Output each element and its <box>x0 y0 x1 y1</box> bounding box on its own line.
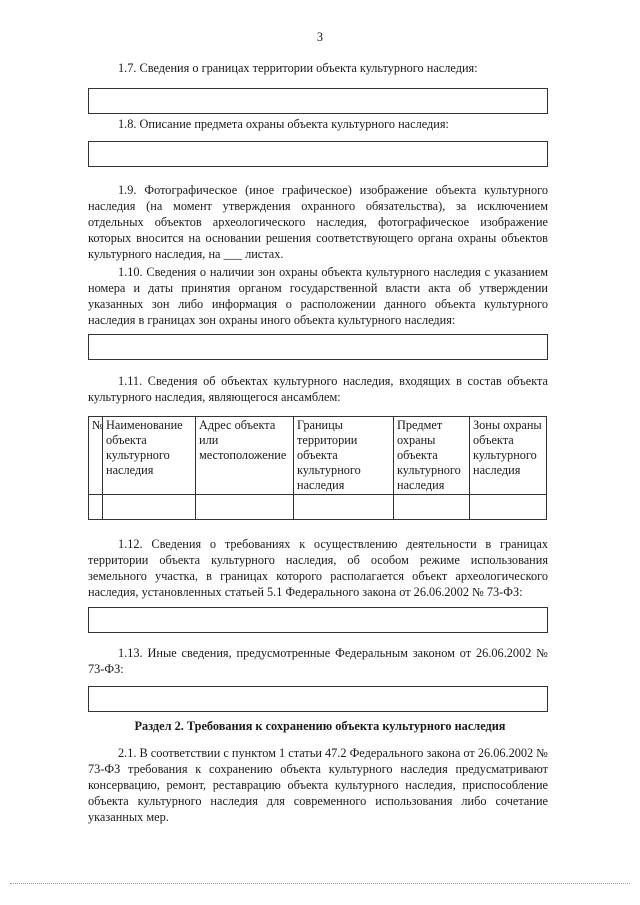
paragraph-1-9: 1.9. Фотографическое (иное графическое) изображение объекта культурного наследия (на момент утверждения охранного обязательства), за исключением отдельных объектов археологического наследия, фотографическое изображение которых вносится на основании решения соответствующего органа охраны объектов культурного наследия, на ___ листах. <box>88 183 548 261</box>
table-header-name: Наименование объекта культурного наследия <box>103 417 196 495</box>
ensemble-objects-table <box>88 416 547 520</box>
field-1-12-activity-requirements[interactable] <box>88 607 548 633</box>
table-cell[interactable] <box>294 495 394 520</box>
table-header-protection-zones: Зоны охраны объекта культурного наследия <box>470 417 547 495</box>
table-cell[interactable] <box>196 495 294 520</box>
page-number: 3 <box>316 30 324 44</box>
field-1-7-territory-boundaries[interactable] <box>88 88 548 114</box>
paragraph-1-7: 1.7. Сведения о границах территории объекта культурного наследия: <box>118 61 478 75</box>
scan-edge-divider <box>10 883 630 885</box>
paragraph-1-12: 1.12. Сведения о требованиях к осуществлению деятельности в границах территории объекта культурного наследия, об особом режиме использования земельного участка, в границах которого располагается объект археологического наследия, установленных статьей 5.1 Федерального закона от 26.06.2002 № 73-ФЗ: <box>88 537 548 599</box>
field-1-8-protection-subject[interactable] <box>88 141 548 167</box>
field-1-10-protection-zones[interactable] <box>88 334 548 360</box>
table-header-boundaries: Границы территории объекта культурного наследия <box>294 417 394 495</box>
paragraph-1-8: 1.8. Описание предмета охраны объекта культурного наследия: <box>118 117 449 131</box>
table-cell[interactable] <box>394 495 470 520</box>
paragraph-2-1: 2.1. В соответствии с пунктом 1 статьи 47.2 Федерального закона от 26.06.2002 № 73-ФЗ требования к сохранению объекта культурного наследия предусматривают консервацию, ремонт, реставрацию объекта культурного наследия, приспособление объекта культурного наследия для современного использования либо сочетание указанных мер. <box>88 746 548 824</box>
section-2-title: Раздел 2. Требования к сохранению объекта культурного наследия <box>134 719 506 733</box>
paragraph-1-10: 1.10. Сведения о наличии зон охраны объекта культурного наследия с указанием номера и даты принятия органом государственной власти акта об утверждении указанных зон либо информация о расположении данного объекта культурного наследия в границах зон охраны иного объекта культурного наследия: <box>88 265 548 327</box>
table-header-protection-subject: Предмет охраны объекта культурного наследия <box>394 417 470 495</box>
table-header-address: Адрес объекта или местоположение <box>196 417 294 495</box>
field-1-13-other-info[interactable] <box>88 686 548 712</box>
paragraph-1-13: 1.13. Иные сведения, предусмотренные Федеральным законом от 26.06.2002 № 73-ФЗ: <box>88 646 548 676</box>
table-cell[interactable] <box>103 495 196 520</box>
table-header-row <box>89 417 547 495</box>
table-cell[interactable] <box>89 495 103 520</box>
table-cell[interactable] <box>470 495 547 520</box>
table-row <box>89 495 547 520</box>
table-header-number: № <box>89 417 103 495</box>
paragraph-1-11: 1.11. Сведения об объектах культурного наследия, входящих в состав объекта культурного наследия, являющегося ансамблем: <box>88 374 548 404</box>
